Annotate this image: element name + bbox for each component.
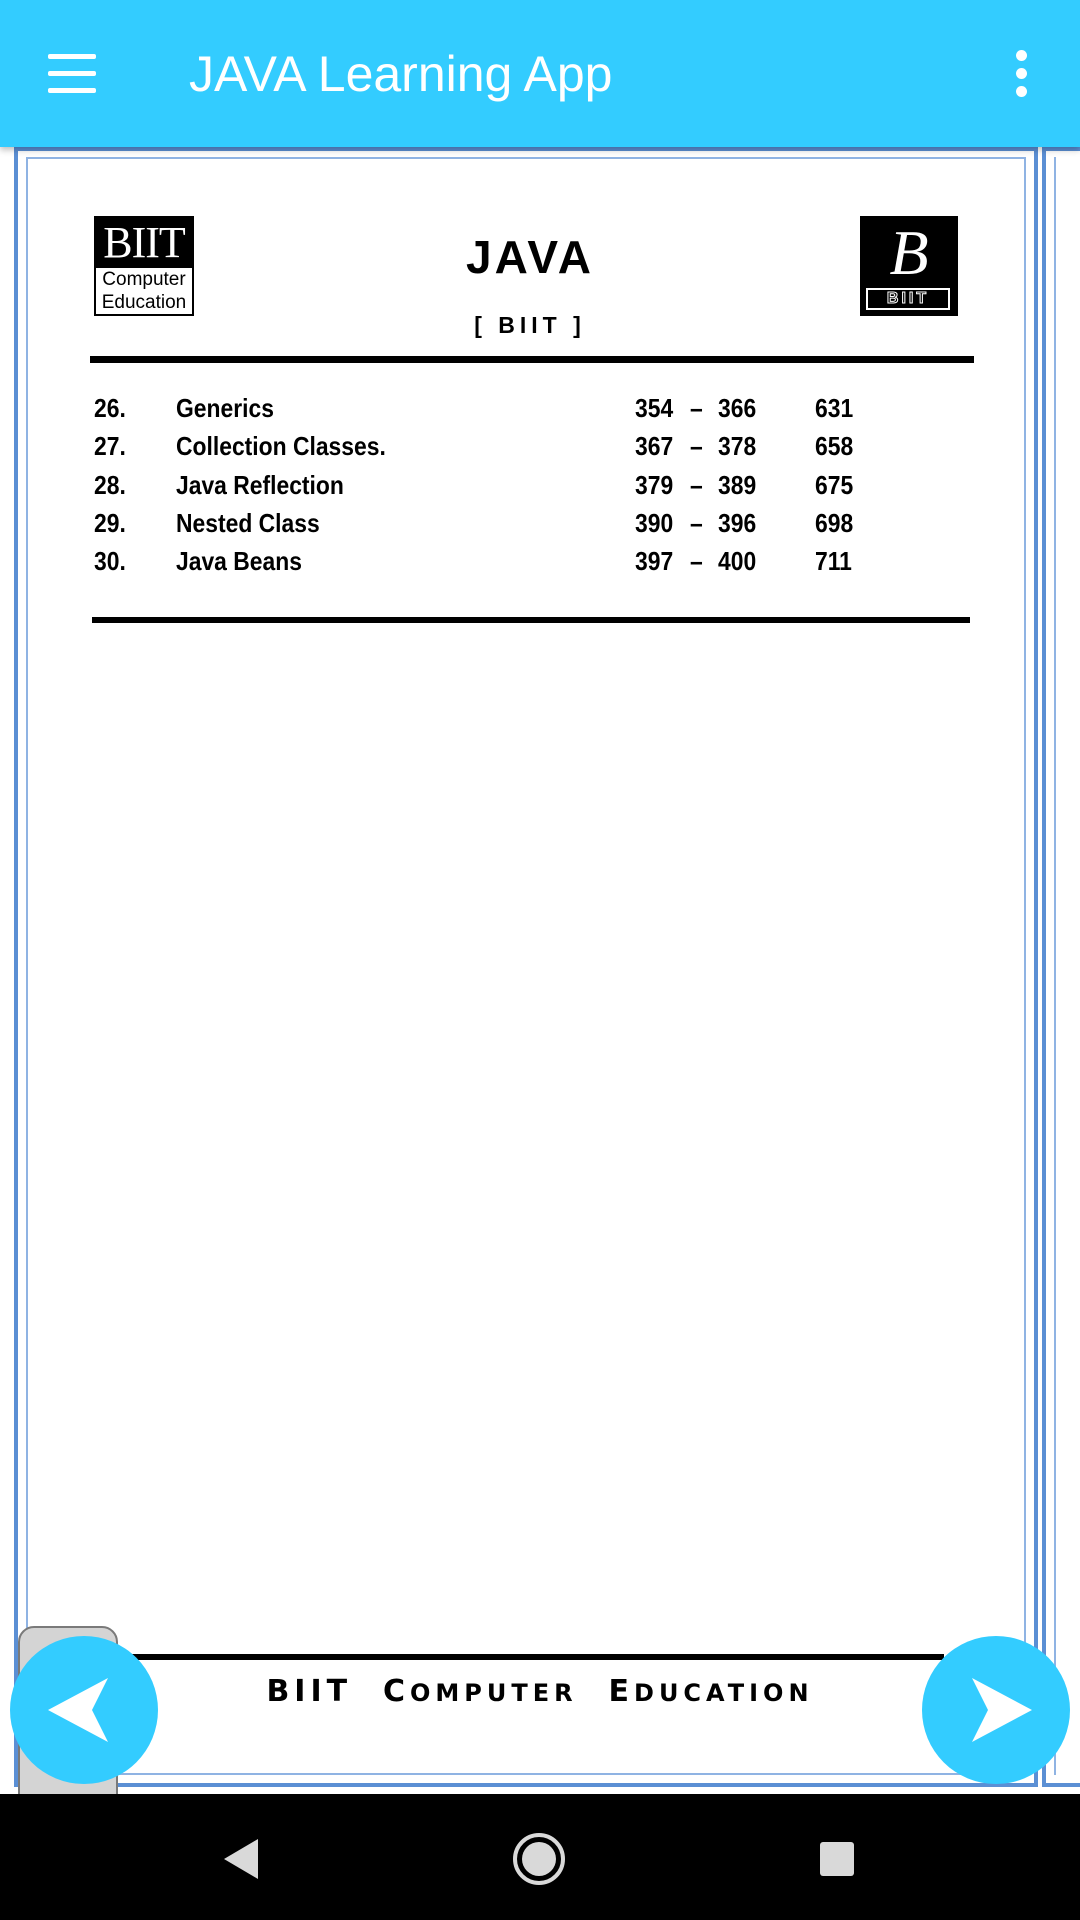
- back-triangle-icon[interactable]: [206, 1824, 276, 1894]
- toc-row: 29. Nested Class 390 – 396 698: [94, 508, 854, 538]
- system-navigation-bar: [0, 1794, 1080, 1920]
- arrow-right-icon: [956, 1674, 1036, 1746]
- more-vertical-icon[interactable]: [1000, 44, 1044, 104]
- previous-page-button[interactable]: [10, 1636, 158, 1784]
- hamburger-menu-icon[interactable]: [40, 44, 104, 104]
- toc-row: 26. Generics 354 – 366 631: [94, 393, 854, 423]
- footer-divider: [124, 1654, 944, 1660]
- header-divider: [90, 356, 974, 363]
- recents-square-icon[interactable]: [802, 1824, 872, 1894]
- footer-text: BIIT COMPUTER EDUCATION: [266, 1674, 814, 1709]
- arrow-left-icon: [44, 1674, 124, 1746]
- document-subtitle: [ BIIT ]: [474, 312, 586, 338]
- toc-row: 30. Java Beans 397 – 400 711: [94, 546, 852, 576]
- next-page-button[interactable]: [922, 1636, 1070, 1784]
- app-title: JAVA Learning App: [189, 46, 613, 102]
- home-circle-icon[interactable]: [504, 1824, 574, 1894]
- biit-logo-right: B BIIT: [860, 216, 958, 316]
- toc-row: 28. Java Reflection 379 – 389 675: [94, 470, 854, 500]
- document-title: JAVA: [466, 231, 594, 283]
- app-bar: [0, 0, 1080, 147]
- biit-logo-left: BIIT Computer Education: [94, 216, 194, 316]
- toc-divider: [92, 617, 970, 623]
- toc-row: 27. Collection Classes. 367 – 378 658: [94, 431, 854, 461]
